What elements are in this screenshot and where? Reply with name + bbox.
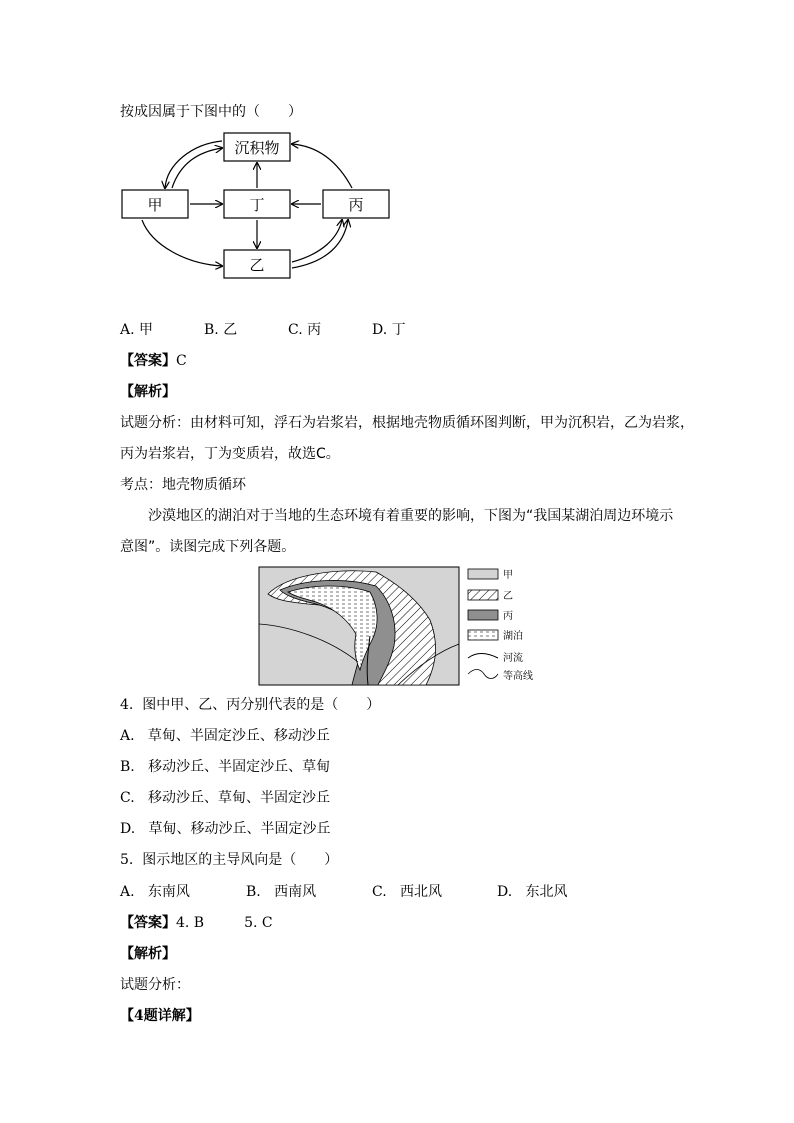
q3-analysis-label: 【解析】 — [120, 384, 176, 400]
legend-label-river: 河流 — [503, 653, 523, 664]
passage-line2: 意图”。读图完成下列各题。 — [120, 539, 296, 555]
label-bing: 丙 — [348, 196, 364, 214]
label-jia: 甲 — [147, 196, 163, 214]
legend-swatch-jia — [468, 569, 498, 579]
analysis-2-label: 【解析】 — [120, 946, 176, 962]
legend-label-lake: 湖泊 — [503, 631, 523, 642]
legend-swatch-river — [468, 654, 498, 659]
q4-option-b: B. 移动沙丘、半固定沙丘、草甸 — [120, 759, 331, 775]
q3-analysis-line2: 丙为岩浆岩，丁为变质岩，故选C。 — [120, 446, 340, 462]
q5-option-b: B. 西南风 — [246, 884, 317, 900]
arrow-sediment-jia — [165, 141, 222, 188]
arrow-yi-bing-2 — [292, 220, 342, 262]
q4-option-c: C. 移动沙丘、草甸、半固定沙丘 — [120, 790, 331, 806]
legend-label-contour: 等高线 — [503, 671, 533, 682]
answers-2: 【答案】4. B 5. C — [120, 915, 273, 931]
q3-kaodian: 考点：地壳物质循环 — [120, 477, 246, 493]
q5-option-a: A. 东南风 — [120, 884, 190, 900]
q5-option-d: D. 东北风 — [497, 884, 568, 900]
q4-stem: 4. 图中甲、乙、丙分别代表的是（ ） — [120, 697, 381, 713]
analysis-2-line: 试题分析： — [120, 977, 190, 993]
arrow-bing-sediment — [292, 144, 352, 188]
q3-answer: 【答案】C — [120, 353, 187, 369]
passage-line1: 沙漠地区的湖泊对于当地的生态环境有着重要的影响，下图为“我国某湖泊周边环境示 — [148, 508, 674, 524]
label-ding: 丁 — [249, 196, 265, 214]
arrow-jia-sediment — [172, 148, 222, 188]
label-yi: 乙 — [249, 256, 265, 274]
q3-option-a: A. 甲 — [120, 322, 154, 338]
legend-swatch-bing — [468, 610, 498, 620]
lake-environment-map — [258, 566, 548, 688]
q5-stem: 5. 图示地区的主导风向是（ ） — [120, 852, 339, 868]
legend-swatch-yi — [468, 590, 498, 600]
q3-stem: 按成因属于下图中的（ ） — [120, 104, 302, 120]
legend-swatch-contour — [468, 670, 498, 679]
q4-option-d: D. 草甸、移动沙丘、半固定沙丘 — [120, 821, 331, 837]
q4-option-a: A. 草甸、半固定沙丘、移动沙丘 — [120, 728, 330, 744]
q3-option-c: C. 丙 — [288, 322, 322, 338]
legend-swatch-lake — [468, 630, 498, 640]
q3-analysis-line1: 试题分析：由材料可知，浮石为岩浆岩，根据地壳物质循环图判断，甲为沉积岩，乙为岩浆， — [120, 415, 694, 431]
q3-option-b: B. 乙 — [204, 322, 238, 338]
rock-cycle-diagram — [112, 126, 402, 286]
arrow-jia-yi — [142, 220, 222, 266]
legend-label-jia: 甲 — [503, 570, 513, 581]
q3-option-d: D. 丁 — [372, 322, 406, 338]
legend-label-bing: 丙 — [503, 611, 513, 622]
q5-option-c: C. 西北风 — [372, 884, 443, 900]
analysis-2-sub: 【4题详解】 — [120, 1008, 200, 1024]
legend-label-yi: 乙 — [503, 591, 513, 602]
label-sediment: 沉积物 — [234, 139, 280, 157]
